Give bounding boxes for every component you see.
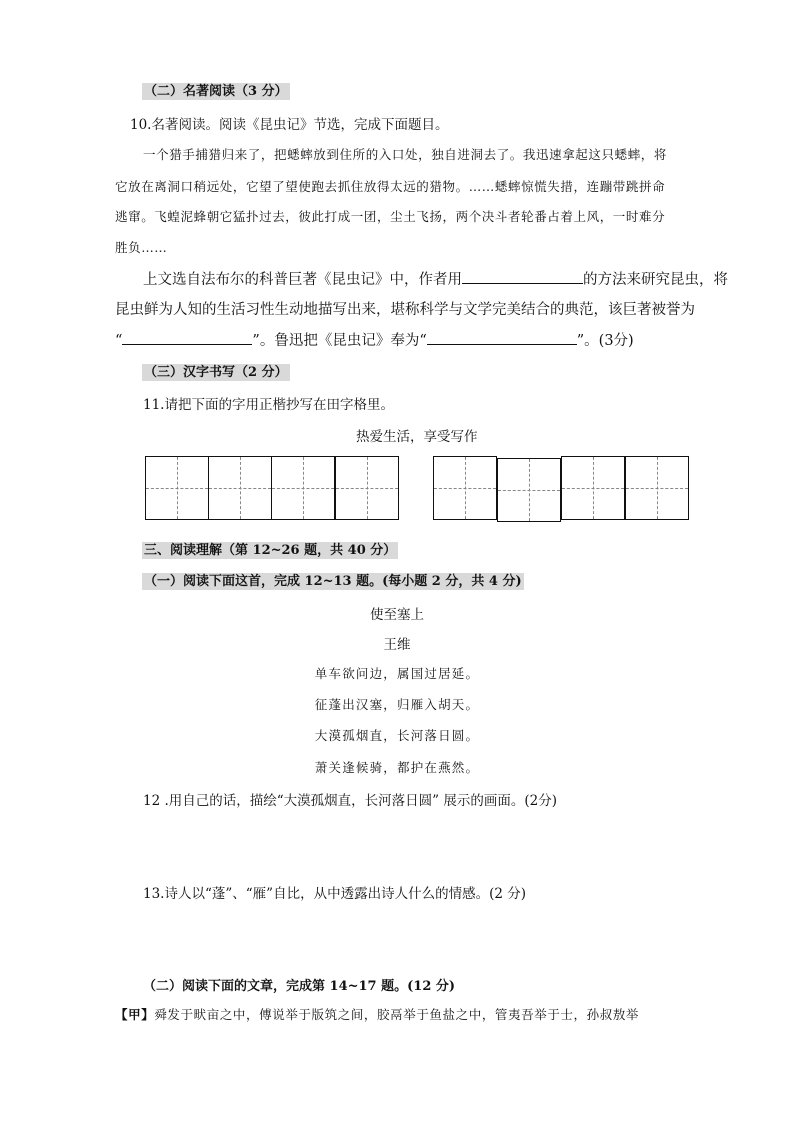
tianzi-cell[interactable] — [335, 456, 399, 520]
question-10: 10.名著阅读。阅读《昆虫记》节选，完成下面题目。 — [130, 117, 449, 133]
question-11: 11.请把下面的字用正楷抄写在田字格里。 — [143, 397, 394, 413]
section-header-calligraphy: （三）汉字书写（2 分） — [144, 365, 288, 380]
copy-phrase: 热爱生活，享受写作 — [356, 429, 478, 445]
poem-line-4: 萧关逢候骑，都护在燕然。 — [314, 760, 480, 775]
passage-jia: 【甲】舜发于畎亩之中，傅说举于版筑之间，胶鬲举于鱼盐之中，管夷吾举于士，孙叔敖举 — [115, 1007, 640, 1022]
tianzi-cell[interactable] — [433, 456, 497, 520]
tianzi-cell[interactable] — [145, 456, 209, 520]
tianzi-cell[interactable] — [625, 456, 689, 520]
tianzi-cell[interactable] — [497, 458, 561, 522]
q10-text-line-2: 昆虫鲜为人知的生活习性生动地描写出来，堪称科学与文学完美结合的典范，该巨著被誉为 — [115, 302, 695, 318]
q10-text-line-1: 上文选自法布尔的科普巨著《昆虫记》中，作者用 的方法来研究昆虫，将 — [143, 268, 728, 289]
section-header-classics: （二）名著阅读（3 分） — [144, 84, 288, 99]
passage-line-3: 逃窜。飞蝗泥蜂朝它猛扑过去，彼此打成一团，尘土飞扬，两个决斗者轮番占着上风，一时难分 — [115, 209, 666, 224]
answer-blank-praise[interactable] — [122, 330, 252, 345]
subsection-header-article: （二）阅读下面的文章，完成第 14~17 题。(12 分) — [143, 979, 456, 994]
passage-line-2: 它放在离洞口稍远处，它望了望使跑去抓住放得太远的猎物。……蟋蟀惊慌失措，连蹦带跳拼命 — [115, 179, 666, 194]
subsection-header-poem: （一）阅读下面这首，完成 12~13 题。(每小题 2 分，共 4 分) — [144, 574, 522, 589]
tianzi-cell[interactable] — [561, 456, 625, 520]
poem-author: 王维 — [383, 637, 411, 653]
poem-line-1: 单车欲问边，属国过居延。 — [314, 666, 480, 681]
poem-line-2: 征蓬出汉塞，归雁入胡天。 — [314, 697, 480, 712]
tianzi-grid-right — [433, 456, 690, 520]
poem-title: 使至塞上 — [370, 607, 424, 623]
question-12: 12 .用自己的话，描绘“大漠孤烟直，长河落日圆” 展示的画面。(2分) — [143, 793, 557, 809]
tianzi-cell[interactable] — [208, 456, 272, 520]
passage-line-1: 一个猎手捕猎归来了，把蟋蟀放到住所的入口处，独自进洞去了。我迅速拿起这只蟋蟀，将 — [143, 147, 668, 162]
q10-text-line-3: “ ”。鲁迅把《昆虫记》奉为“ ”。(3分) — [115, 329, 634, 350]
passage-line-4: 胜负…… — [115, 240, 168, 255]
part-header-reading: 三、阅读理解（第 12~26 题，共 40 分） — [144, 543, 397, 558]
tianzi-cell[interactable] — [271, 456, 335, 520]
answer-blank-method[interactable] — [462, 269, 583, 284]
tianzi-grid-left — [145, 456, 401, 520]
question-13: 13.诗人以“蓬”、“雁”自比，从中透露出诗人什么的情感。(2 分) — [143, 886, 526, 902]
poem-line-3: 大漠孤烟直，长河落日圆。 — [314, 728, 480, 743]
answer-blank-lu-xun[interactable] — [427, 330, 577, 345]
